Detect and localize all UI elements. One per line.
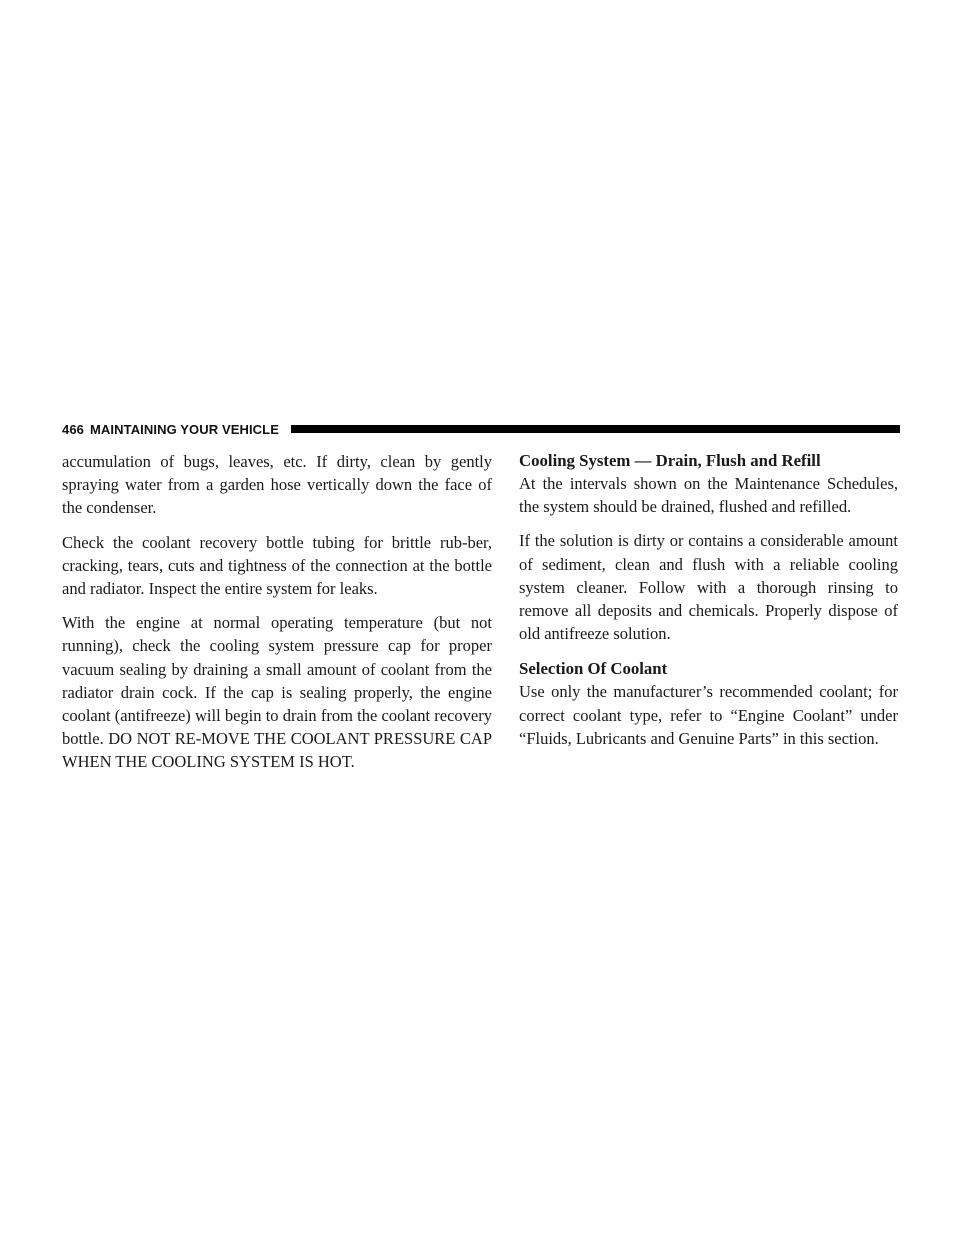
paragraph-recovery-bottle: Check the coolant recovery bottle tubing for brittle rub-ber, cracking, tears, cuts and tightness of the connection at the bottle and radiator. Inspect the entire system for leaks. [62,532,492,599]
right-column [519,450,898,761]
heading-selection-of-coolant: Selection Of Coolant [519,659,668,679]
paragraph-coolant-type: Use only the manufacturer’s recommended coolant; for correct coolant type, refer to “Engine Coolant” under “Fluids, Lubricants and Genuine Parts” in this section. [519,682,898,748]
heading-drain-flush-refill: Cooling System — Drain, Flush and Refill [519,451,821,470]
header-rule [291,425,900,433]
paragraph-flush: If the solution is dirty or contains a considerable amount of sediment, clean and flush with a reliable cooling system cleaner. Follow with a thorough rinsing to remove all deposits and chemicals. Properly dispose of old antifreeze solution. [519,531,898,644]
page-header [62,421,900,437]
section-title: MAINTAINING YOUR VEHICLE [90,421,279,437]
paragraph-condenser: accumulation of bugs, leaves, etc. If dirty, clean by gently spraying water from a garden hose vertically down the face of the condenser. [62,452,492,518]
paragraph-intervals: At the intervals shown on the Maintenance Schedules, the system should be drained, flushed and refilled. [519,474,898,517]
page-number: 466 [62,421,84,437]
left-column [62,450,492,785]
paragraph-pressure-cap: With the engine at normal operating temperature (but not running), check the cooling system pressure cap for proper vacuum sealing by draining a small amount of coolant from the radiator drain cock. If the cap is sealing properly, the engine coolant (antifreeze) will begin to drain from the coolant recovery bottle. DO NOT RE-MOVE THE COOLANT PRESSURE CAP WHEN THE COOLING SYSTEM IS HOT. [62,613,492,772]
